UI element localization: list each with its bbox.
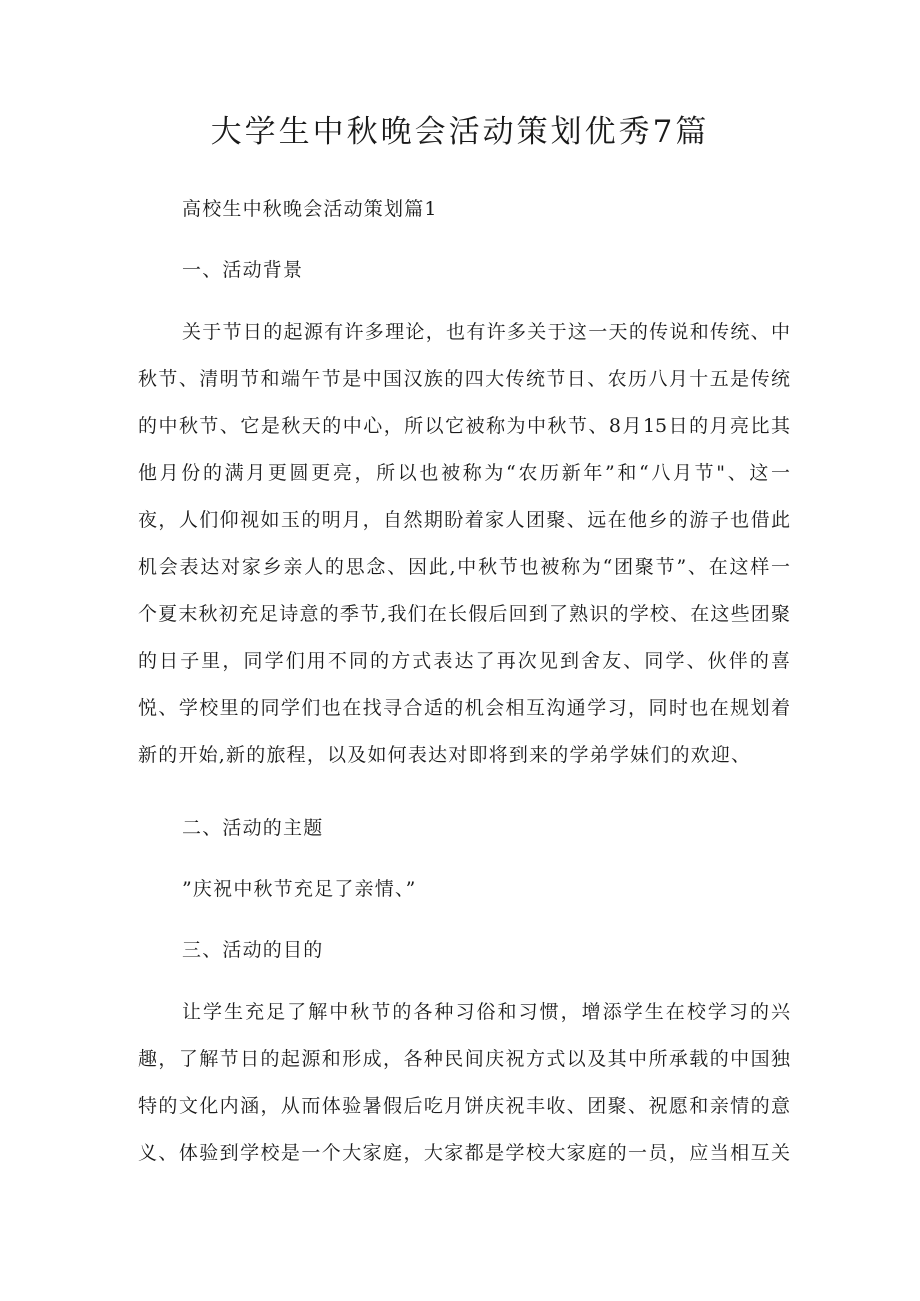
paragraph-line: 的日子里，同学们用不同的方式表达了再次见到舍友、同学、伙伴的喜 bbox=[138, 650, 790, 672]
paragraph-line: 义、体验到学校是一个大家庭，大家都是学校大家庭的一员，应当相互关 bbox=[138, 1142, 790, 1164]
paragraph-line: 特的文化内涵，从而体验暑假后吃月饼庆祝丰收、团聚、祝愿和亲情的意 bbox=[138, 1095, 790, 1117]
theme-text: ”庆祝中秋节充足了亲情、” bbox=[182, 878, 417, 900]
paragraph-line: 个夏末秋初充足诗意的季节,我们在长假后回到了熟识的学校、在这些团聚 bbox=[138, 603, 790, 625]
paragraph-line: 新的开始,新的旅程，以及如何表达对即将到来的学弟学妹们的欢迎、 bbox=[138, 744, 752, 766]
section-heading-theme: 二、活动的主题 bbox=[182, 817, 324, 839]
paragraph-line: 秋节、清明节和端午节是中国汉族的四大传统节日、农历八月十五是传统 bbox=[138, 368, 790, 390]
section-heading-purpose: 三、活动的目的 bbox=[182, 939, 324, 961]
paragraph-line: 趣，了解节日的起源和形成，各种民间庆祝方式以及其中所承载的中国独 bbox=[138, 1048, 790, 1070]
paragraph-line: 他月份的满月更圆更亮，所以也被称为“农历新年”和“八月节"、这一 bbox=[138, 462, 790, 484]
section-heading-background: 一、活动背景 bbox=[182, 259, 304, 281]
paragraph-line: 悦、学校里的同学们也在找寻合适的机会相互沟通学习，同时也在规划着 bbox=[138, 697, 790, 719]
paragraph-line: 让学生充足了解中秋节的各种习俗和习惯，增添学生在校学习的兴 bbox=[182, 1001, 790, 1023]
paragraph-line: 夜，人们仰视如玉的明月，自然期盼着家人团聚、远在他乡的游子也借此 bbox=[138, 509, 790, 531]
subtitle: 高校生中秋晚会活动策划篇1 bbox=[182, 198, 438, 220]
paragraph-line: 的中秋节、它是秋天的中心，所以它被称为中秋节、8月15日的月亮比其 bbox=[138, 415, 790, 437]
paragraph-line: 机会表达对家乡亲人的思念、因此,中秋节也被称为“团聚节”、在这样一 bbox=[138, 556, 790, 578]
document-title: 大学生中秋晚会活动策划优秀7篇 bbox=[210, 114, 710, 150]
paragraph-line: 关于节日的起源有许多理论，也有许多关于这一天的传说和传统、中 bbox=[182, 321, 790, 343]
